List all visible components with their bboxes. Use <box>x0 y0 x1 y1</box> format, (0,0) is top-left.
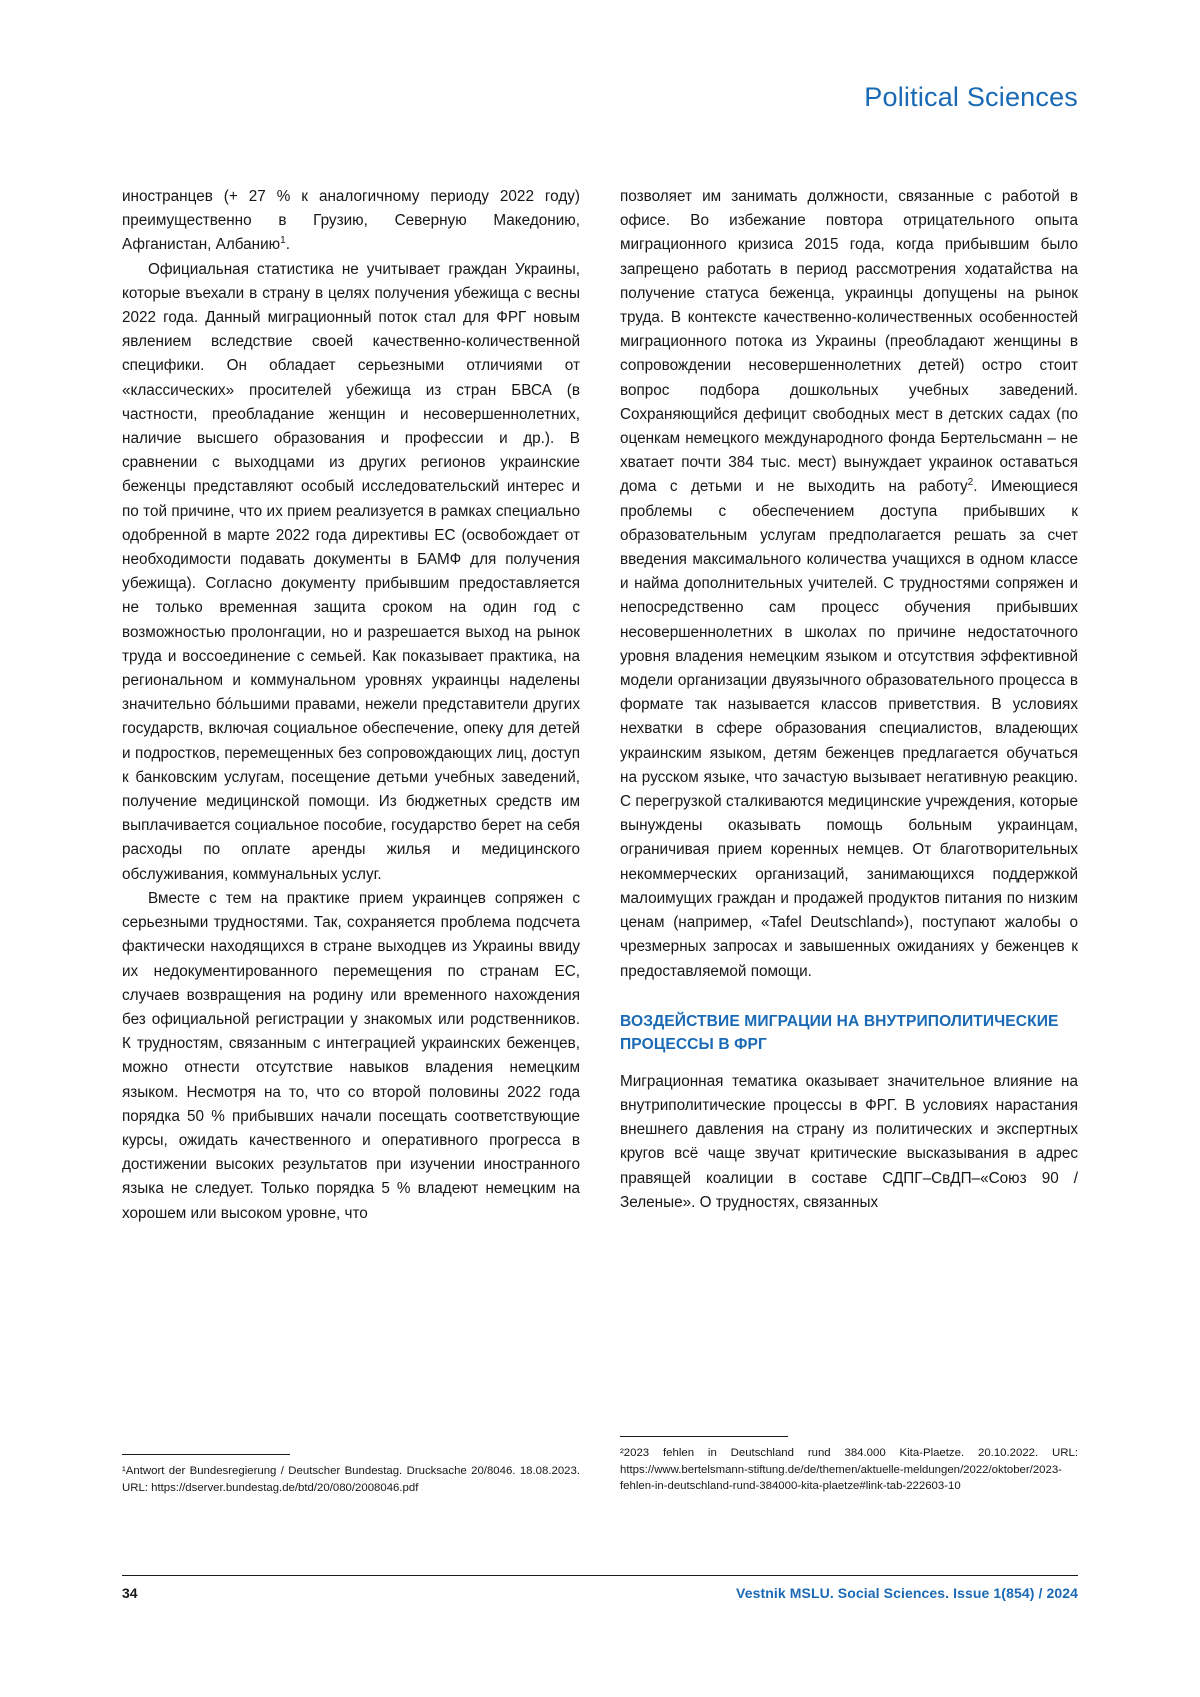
footnote-item: ²2023 fehlen in Deutschland rund 384.000 Kita-Plaetze. 20.10.2022. URL: https://www.bertelsmann-stiftung.de/de/themen/aktuelle-meldungen/2022/oktober/2023-fehlen-in-deutschland-rund-384000-kita-plaetze#link-tab-222603-10 <box>620 1447 1078 1493</box>
footnote-rule <box>122 1454 290 1455</box>
left-footnote-block <box>122 1440 580 1498</box>
footnote-list <box>620 1445 1078 1495</box>
footnote-rule <box>620 1436 788 1437</box>
paragraph: иностранцев (+ 27 % к аналогичному периоду 2022 году) преимущественно в Грузию, Северную Македонию, Афганистан, Албанию$^1$. <box>122 188 580 254</box>
paragraph: Вместе с тем на практике прием украинцев сопряжен с серьезными трудностями. Так, сохраняется проблема подсчета фактически находящихся в стране выходцев из Украины ввиду их недокументированного перемещения по странам ЕС, случаев возвращения на родину или временного нахождения без официальной регистрации у знакомых или родственников. К трудностям, связанным с интеграцией украинских беженцев, можно отнести отсутствие навыков владения немецким языком. Несмотря на то, что со второй половины 2022 года порядка 50 % прибывших начали посещать соответствующие курсы, ожидать качественного и оперативного прогресса в достижении высоких результатов при изучении иностранного языка не следует. Только порядка 5 % владеют немецким на хорошем или высоком уровне, что <box>122 889 580 1222</box>
running-head: Political Sciences <box>864 82 1078 112</box>
section-heading: ВОЗДЕЙСТВИЕ МИГРАЦИИ НА ВНУТРИПОЛИТИЧЕСКИЕ ПРОЦЕССЫ В ФРГ <box>620 1012 1059 1053</box>
paragraph-text: иностранцев (+ 27 % к аналогичному периоду 2022 году) преимущественно в Грузию, Северную Македонию, Афганистан, Албанию <box>122 188 580 254</box>
paragraph-text-tail: . Имеющиеся проблемы с обеспечением доступа прибывших к образовательным услугам предполагается решать за счет введения максимального количества учащихся в одном классе и найма дополнительных учителей. С трудностями сопряжен и непосредственно сам процесс обучения прибывших несовершеннолетних в школах по причине недостаточного уровня владения немецким языком и отсутствия эффективной модели организации двуязычного образовательного процесса в формате так называется классов приветствия. В условиях нехватки в сфере образования специалистов, владеющих украинским языком, детям беженцев предлагается обучаться на русском языке, что зачастую вызывает негативную реакцию. С перегрузкой сталкиваются медицинские учреждения, которые вынуждены оказывать помощь больным украинцам, ограничивая прием коренных немцев. От благотворительных некоммерческих организаций, занимающихся поддержкой малоимущих граждан и продажей продуктов питания по низким ценам (например, «Tafel Deutschland»), поступают жалобы о чрезмерных запросах и завышенных ожиданиях у беженцев к предоставляемой помощи. <box>620 478 1078 980</box>
two-column-body <box>122 185 1078 1226</box>
right-column <box>620 185 1078 1226</box>
left-column <box>122 185 580 1226</box>
paragraph: Официальная статистика не учитывает граждан Украины, которые въехали в страну в целях получения убежища с весны 2022 года. Данный миграционный поток стал для ФРГ новым явлением вследствие своей качественно-количественной специфики. Он обладает серьезными отличиями от «классических» просителей убежища из стран БВСА (в частности, преобладание женщин и несовершеннолетних, наличие высшего образования и профессии и др.). В сравнении с выходцами из других регионов украинские беженцы представляют особый исследовательский интерес и по той причине, что их прием реализуется в рамках специально одобренной в марте 2022 года директивы ЕС (освобождает от необходимости подавать документы в БАМФ для получения убежища). Согласно документу прибывшим предоставляется не только временная защита сроком на один год с возможностью пролонгации, но и разрешается выход на рынок труда и воссоединение с семьей. Как показывает практика, на региональном и коммунальном уровнях украинцы наделены значительно бо́льшими правами, нежели представители других государств, включая социальное обеспечение, опеку для детей и подростков, перемещенных без сопровождающих лиц, доступ к банковским услугам, посещение детьми учебных заведений, получение медицинской помощи. Из бюджетных средств им выплачивается социальное пособие, государство берет на себя расходы по оплате аренды жилья и медицинского обслуживания, коммунальных услуг. <box>122 260 580 883</box>
paragraph-text: позволяет им занимать должности, связанные с работой в офисе. Во избежание повтора отрицательного опыта миграционного кризиса 2015 года, когда прибывшим было запрещено работать в период рассмотрения ходатайства на получение статуса беженца, украинцы допущены на рынок труда. В контексте качественно-количественных особенностей миграционного потока из Украины (преобладают женщины в сопровождении несовершеннолетних детей) остро стоит вопрос подбора дошкольных учебных заведений. Сохраняющийся дефицит свободных мест в детских садах (по оценкам немецкого международного фонда Бертельсманн – не хватает почти 384 тыс. мест) вынуждает украинок оставаться дома с детьми и не выходить на работу <box>620 188 1078 496</box>
footnote-item: ¹Antwort der Bundesregierung / Deutscher Bundestag. Drucksache 20/8046. 18.08.2023. URL: https://dserver.bundestag.de/btd/20/080/2008046.pdf <box>122 1465 580 1494</box>
paragraph <box>620 185 1078 984</box>
footnote-ref-2: 2 <box>967 477 974 489</box>
right-footnote-block <box>620 1422 1078 1497</box>
footnote-list <box>122 1463 580 1496</box>
journal-issue-line: Vestnik MSLU. Social Sciences. Issue 1(854) / 2024 <box>736 1585 1078 1601</box>
footnote-ref-1: 1 <box>280 235 286 247</box>
page-footer <box>122 1575 1078 1601</box>
page-number: 34 <box>122 1585 138 1601</box>
paragraph: Миграционная тематика оказывает значительное влияние на внутриполитические процессы в ФРГ. В условиях нарастания внешнего давления на страну из политических и экспертных кругов всё чаще звучат критические высказывания в адрес правящей коалиции в составе СДПГ–СвДП–«Союз 90 / Зеленые». О трудностях, связанных <box>620 1072 1078 1211</box>
